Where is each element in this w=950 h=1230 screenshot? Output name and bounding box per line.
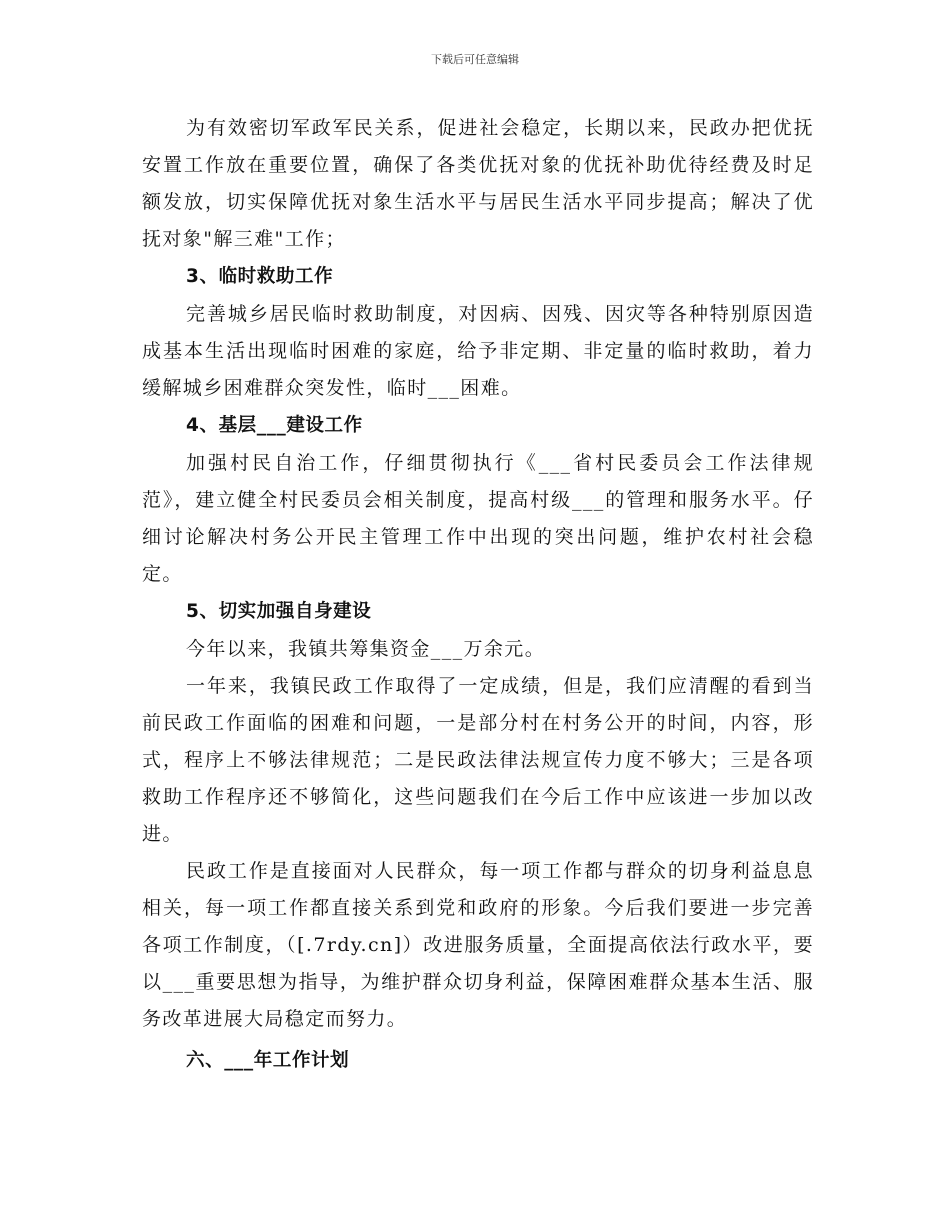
paragraph-temporary-aid: 完善城乡居民临时救助制度，对因病、因残、因灾等各种特别原因造成基本生活出现临时困难的家庭，给予非定期、非定量的临时救助，着力缓解城乡困难群众突发性，临时___困难。 [142, 303, 814, 399]
section-heading-work-plan: 六、___年工作计划 [186, 1050, 350, 1071]
document-body [142, 110, 814, 1080]
paragraph-problems: 一年来，我镇民政工作取得了一定成绩，但是，我们应清醒的看到当前民政工作面临的困难和问题，一是部分村在村务公开的时间，内容，形式，程序上不够法律规范；二是民政法律法规宣传力度不够大；三是各项救助工作程序还不够简化，这些问题我们在今后工作中应该进一步加以改进。 [142, 675, 814, 845]
paragraph-future-work: 民政工作是直接面对人民群众，每一项工作都与群众的切身利益息息相关，每一项工作都直接关系到党和政府的形象。今后我们要进一步完善各项工作制度，（[.7rdy.cn]）改进服务质量，全面提高依法行政水平，要以___重要思想为指导，为维护群众切身利益，保障困难群众基本生活、服务改革进展大局稳定而努力。 [142, 860, 814, 1030]
section-heading-self-building: 5、切实加强自身建设 [186, 601, 372, 622]
page-header: 下载后可任意编辑 [431, 53, 519, 66]
section-heading-grassroots: 4、基层___建设工作 [186, 415, 363, 436]
section-heading-temporary-aid: 3、临时救助工作 [186, 266, 334, 287]
paragraph-funds-raised: 今年以来，我镇共筹集资金___万余元。 [186, 638, 546, 660]
paragraph-military-relations: 为有效密切军政军民关系，促进社会稳定，长期以来，民政办把优抚安置工作放在重要位置，确保了各类优抚对象的优抚补助优待经费及时足额发放，切实保障优抚对象生活水平与居民生活水平同步提高；解决了优抚对象"解三难"工作； [142, 117, 814, 250]
paragraph-village-autonomy: 加强村民自治工作，仔细贯彻执行《___省村民委员会工作法律规范》，建立健全村民委员会相关制度，提高村级___的管理和服务水平。仔细讨论解决村务公开民主管理工作中出现的突出问题，维护农村社会稳定。 [142, 452, 814, 585]
